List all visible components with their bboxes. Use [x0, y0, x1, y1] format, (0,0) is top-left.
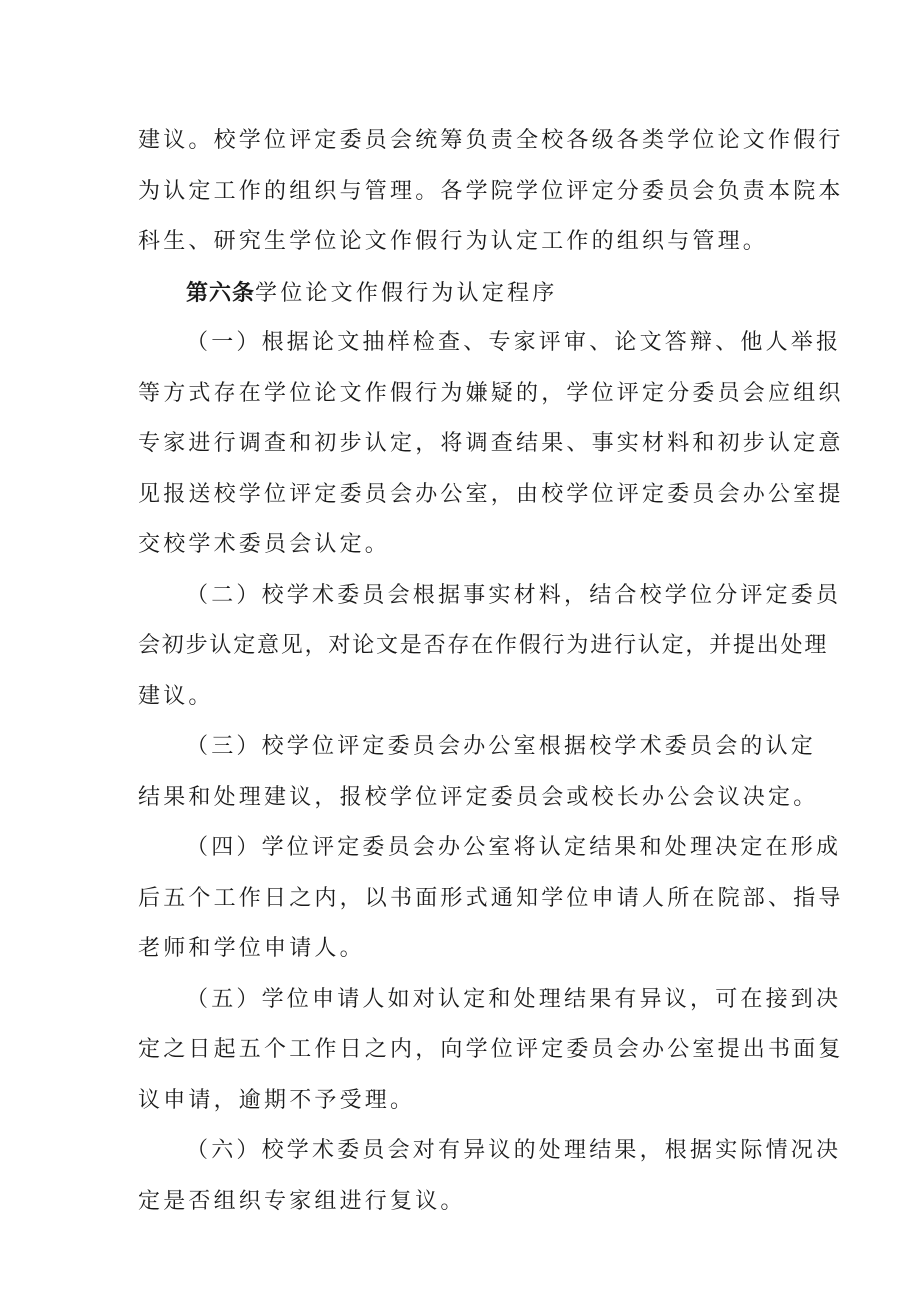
- article-title: 学位论文作假行为认定程序: [255, 280, 558, 306]
- paragraph-line: 为认定工作的组织与管理。各学院学位评定分委员会负责本院本: [138, 178, 844, 204]
- paragraph-line: 议申请，逾期不予受理。: [138, 1087, 416, 1113]
- paragraph-line: （四）学位评定委员会办公室将认定结果和处理决定在形成: [186, 835, 842, 860]
- paragraph-line: （三）校学位评定委员会办公室根据校学术委员会的认定: [186, 734, 817, 759]
- paragraph-line: 建议。: [138, 683, 214, 709]
- paragraph-line: 后五个工作日之内，以书面形式通知学位申请人所在院部、指导: [138, 885, 844, 911]
- article-heading: [138, 268, 790, 319]
- paragraph-line: 见报送校学位评定委员会办公室，由校学位评定委员会办公室提: [138, 481, 844, 507]
- paragraph-line: （一）根据论文抽样检查、专家评审、论文答辩、他人举报: [186, 330, 842, 355]
- document-body: [138, 116, 844, 1227]
- paragraph-line: 等方式存在学位论文作假行为嫌疑的，学位评定分委员会应组织: [138, 380, 844, 406]
- paragraph-line: 科生、研究生学位论文作假行为认定工作的组织与管理。: [138, 229, 769, 254]
- article-number: 第六条: [186, 279, 256, 306]
- paragraph-line: （五）学位申请人如对认定和处理结果有异议，可在接到决: [186, 986, 842, 1012]
- paragraph-line: 定之日起五个工作日之内，向学位评定委员会办公室提出书面复: [138, 1037, 844, 1062]
- paragraph-line: 交校学术委员会认定。: [138, 532, 391, 557]
- paragraph-line: 会初步认定意见，对论文是否存在作假行为进行认定，并提出处理: [138, 633, 829, 658]
- paragraph-line: 建议。校学位评定委员会统筹负责全校各级各类学位论文作假行: [138, 128, 844, 153]
- paragraph-line: 专家进行调查和初步认定，将调查结果、事实材料和初步认定意: [138, 431, 844, 456]
- paragraph-line: （二）校学术委员会根据事实材料，结合校学位分评定委员: [186, 582, 842, 608]
- paragraph-line: 老师和学位申请人。: [138, 936, 365, 961]
- paragraph-line: （六）校学术委员会对有异议的处理结果，根据实际情况决: [186, 1138, 842, 1163]
- paragraph-line: 定是否组织专家组进行复议。: [138, 1188, 466, 1214]
- paragraph-line: 结果和处理建议，报校学位评定委员会或校长办公会议决定。: [138, 784, 819, 810]
